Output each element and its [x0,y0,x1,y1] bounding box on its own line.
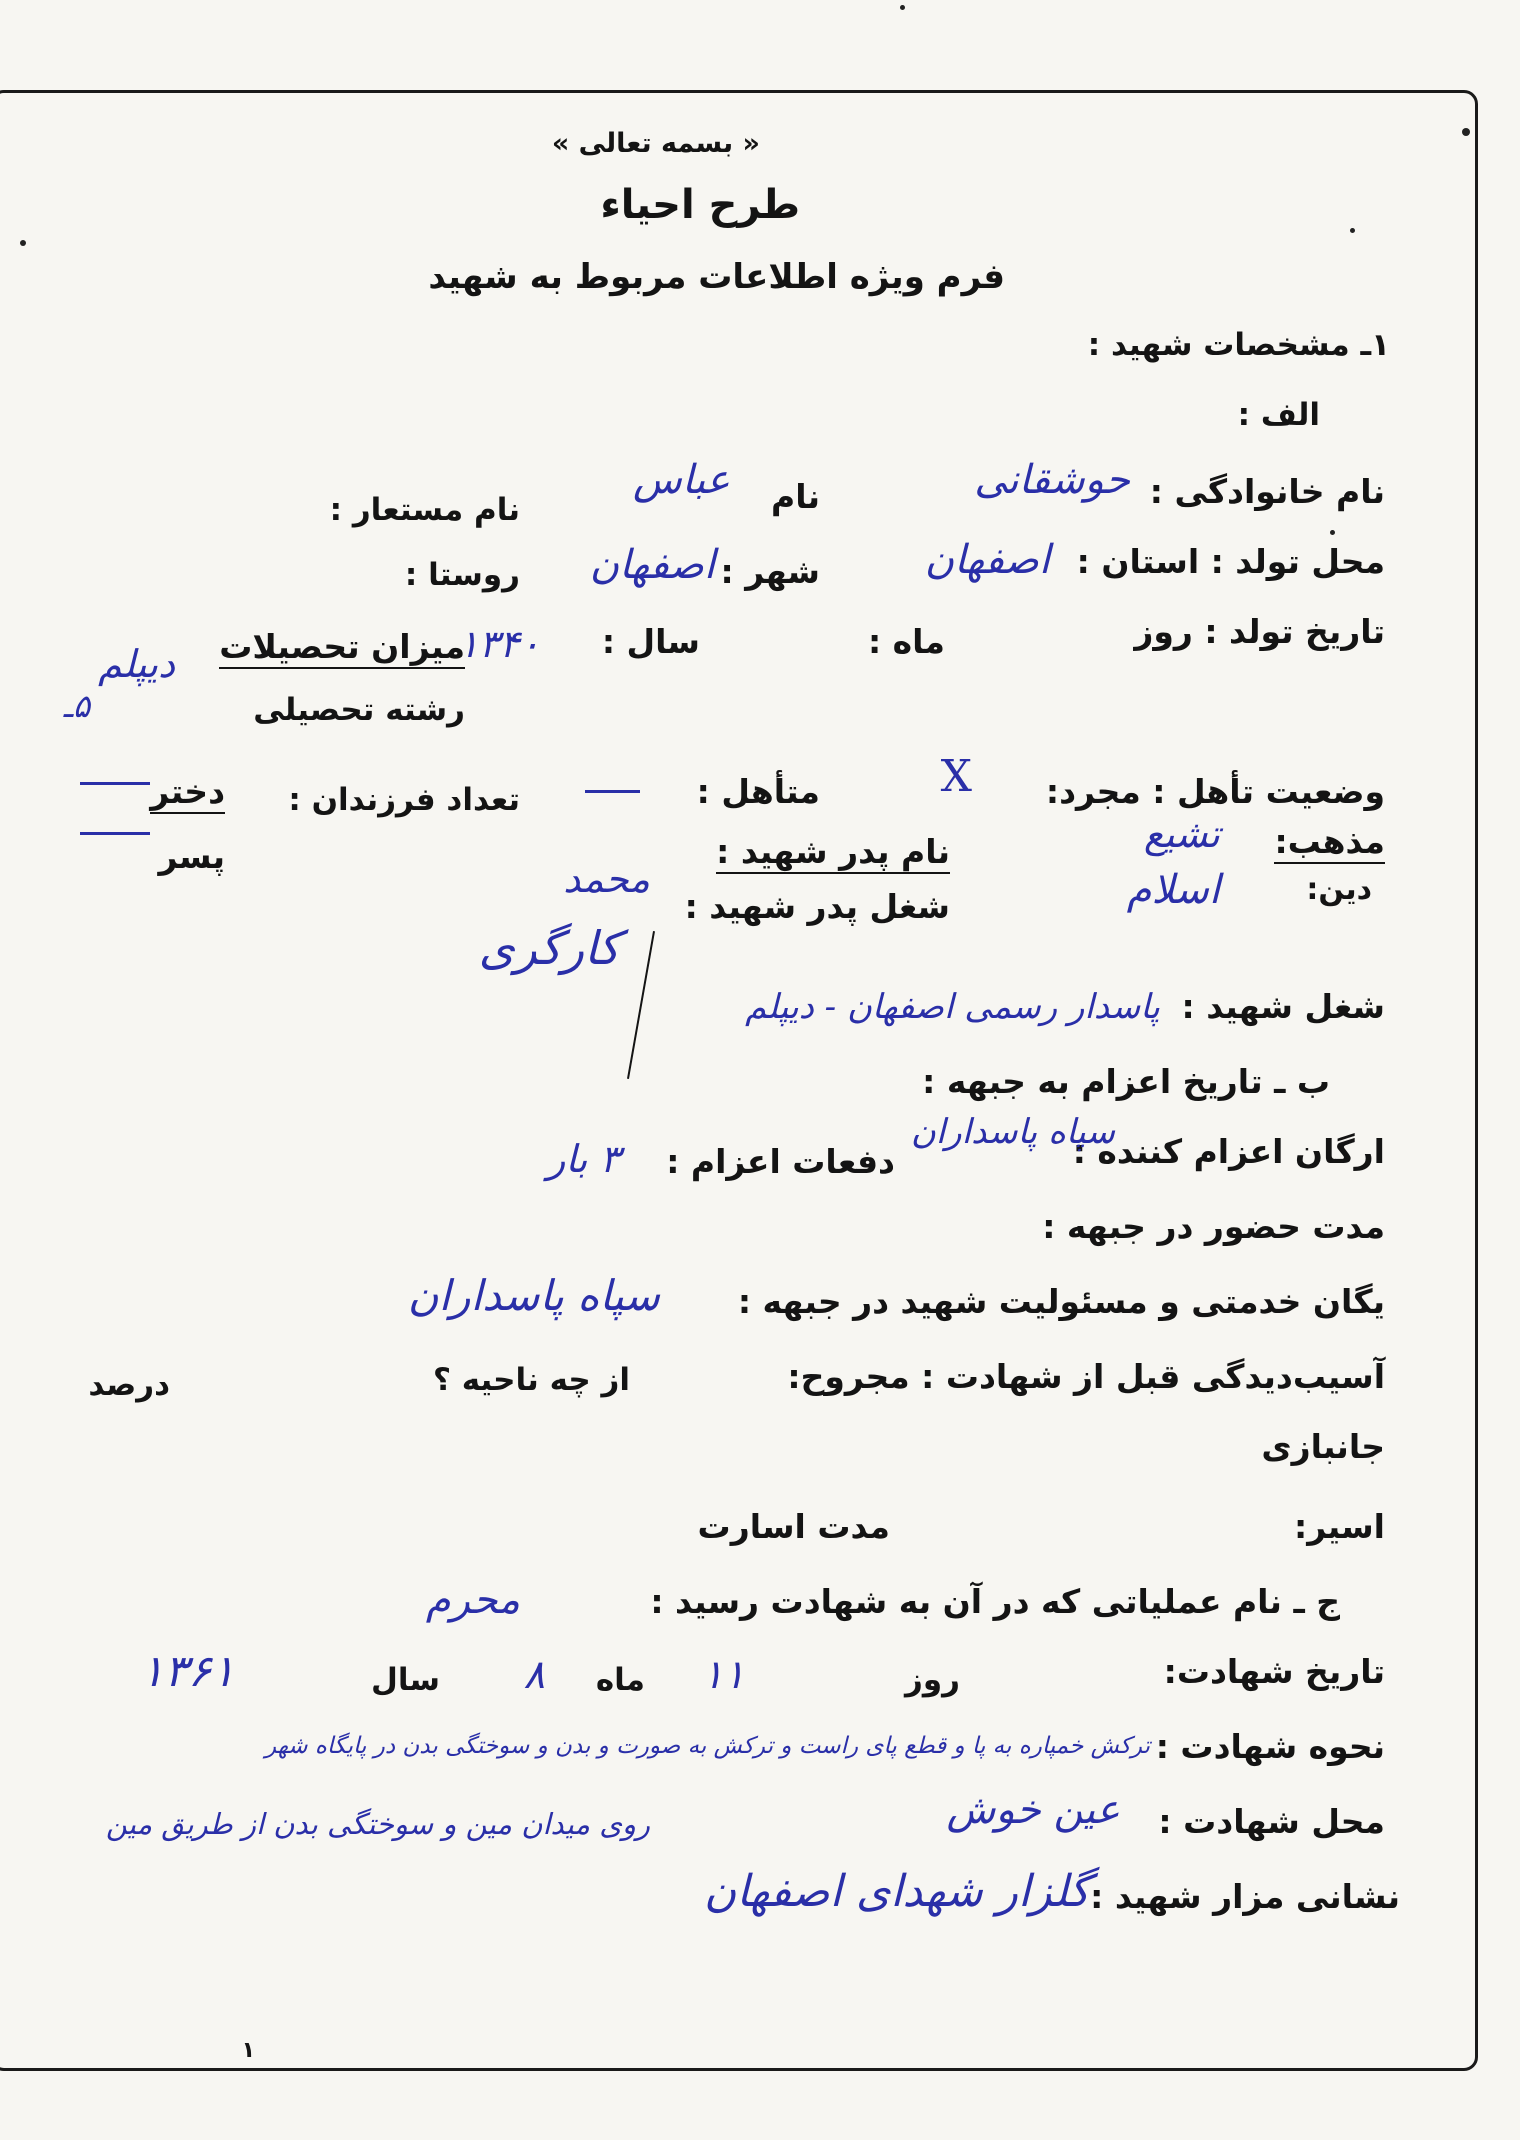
married-label: متأهل : [696,772,820,811]
religion-label: مذهب: [1274,825,1385,864]
veteran-label: جانبازی [1261,1427,1385,1466]
grave-address-label: نشانی مزار شهید : [1090,1877,1400,1916]
part-c-label: ج ـ نام عملیاتی که در آن به شهادت رسید : [650,1582,1340,1621]
part-a-label: الف : [1237,397,1320,433]
dispatch-count-value: ۳ بار [546,1137,620,1181]
percent-label: درصد [88,1367,170,1403]
field-of-study-label: رشته تحصیلی [253,692,465,728]
martyrdom-date-label: تاریخ شهادت: [1163,1652,1385,1691]
month-label: ماه : [868,622,945,661]
captivity-duration-label: مدت اسارت [697,1507,890,1546]
martyr-job-value: پاسدار رسمی اصفهان - دیپلم [745,987,1160,1027]
faith-label: دین: [1306,872,1372,907]
martyrdom-manner-value-continued: روی میدان مین و سوختگی بدن از طریق مین [105,1807,650,1841]
scan-speck [1462,128,1470,136]
injury-area-label: از چه ناحیه ؟ [432,1362,630,1398]
first-name-value: عباس [633,457,730,503]
operation-value: محرم [425,1577,520,1623]
scan-speck [20,240,26,246]
education-value: دیپلم [98,642,175,686]
section-heading: ۱ـ مشخصات شهید : [1087,327,1390,363]
martyrdom-manner-label: نحوه شهادت : [1155,1727,1385,1766]
birthplace-label: محل تولد : استان : [1076,542,1385,581]
page-number: ۱ [241,2038,255,2063]
front-duration-label: مدت حضور در جبهه : [1042,1207,1385,1246]
father-job-label: شغل پدر شهید : [684,887,950,926]
scan-speck [900,5,905,10]
dispatch-org-label: ارگان اعزام کننده : [1072,1132,1385,1171]
village-label: روستا : [404,557,520,593]
alias-label: نام مستعار : [329,492,520,528]
son-blank-dash [80,832,150,835]
part-b-label: ب ـ تاریخ اعزام به جبهه : [922,1062,1330,1101]
scan-speck [1330,530,1335,535]
father-name-value: محمد [563,857,650,901]
daughter-label: دختر [150,775,225,814]
son-label: پسر [158,837,225,876]
education-note: ۵ـ [63,687,90,725]
martyrdom-year-value: ۱۳۶۱ [140,1646,235,1697]
children-count-label: تعداد فرزندان : [288,782,520,818]
faith-value: اسلام [1126,867,1220,913]
dispatch-count-label: دفعات اعزام : [666,1142,895,1181]
city-value: اصفهان [589,542,715,588]
single-mark: X [940,751,972,802]
unit-responsibility-label: یگان خدمتی و مسئولیت شهید در جبهه : [737,1282,1385,1321]
project-title: طرح احیاء [600,182,800,228]
captive-label: اسیر: [1294,1507,1385,1546]
martyrdom-month-value: ۸ [523,1652,545,1698]
injury-label: آسیب‌دیدگی قبل از شهادت : مجروح: [787,1357,1385,1396]
first-name-label: نام [771,477,820,516]
martyrdom-day-value: ۱۱ [702,1652,745,1698]
martyrdom-place-label: محل شهادت : [1158,1802,1385,1841]
family-name-value: حوشقانی [974,457,1130,503]
birthdate-label: تاریخ تولد : روز [1134,612,1385,651]
daughter-blank-dash [80,782,150,785]
city-label: شهر : [720,552,820,591]
family-name-label: نام خانوادگی : [1149,472,1385,511]
province-value: اصفهان [924,537,1050,583]
birth-year-value: ۱۳۴۰ [458,622,540,666]
form-title: فرم ویژه اطلاعات مربوط به شهید [428,257,1005,297]
scan-speck [1350,228,1355,233]
martyrdom-year-label: سال [370,1662,440,1698]
education-label: میزان تحصیلات [219,630,465,669]
dispatch-org-value: سپاه پاسداران [910,1112,1115,1152]
martyrdom-place-value: عین خوش [946,1787,1120,1833]
marital-status-label: وضعیت تأهل : مجرد: [1045,772,1385,811]
religion-value: تشیع [1143,812,1220,856]
year-label: سال : [601,622,700,661]
martyr-job-label: شغل شهید : [1181,987,1385,1026]
married-blank-dash [585,790,640,793]
unit-value: سپاه پاسداران [407,1271,660,1320]
martyrdom-month-label: ماه [595,1662,645,1698]
grave-address-value: گلزار شهدای اصفهان [704,1866,1090,1917]
martyrdom-day-label: روز [905,1662,960,1698]
father-job-value: کارگری [478,921,620,975]
father-name-label: نام پدر شهید : [716,835,950,874]
martyrdom-manner-value: ترکش خمپاره به پا و قطع پای راست و ترکش به صورت و بدن و سوختگی بدن در پایگاه شهر [265,1733,1150,1759]
basmala: « بسمه تعالی » [551,128,760,159]
